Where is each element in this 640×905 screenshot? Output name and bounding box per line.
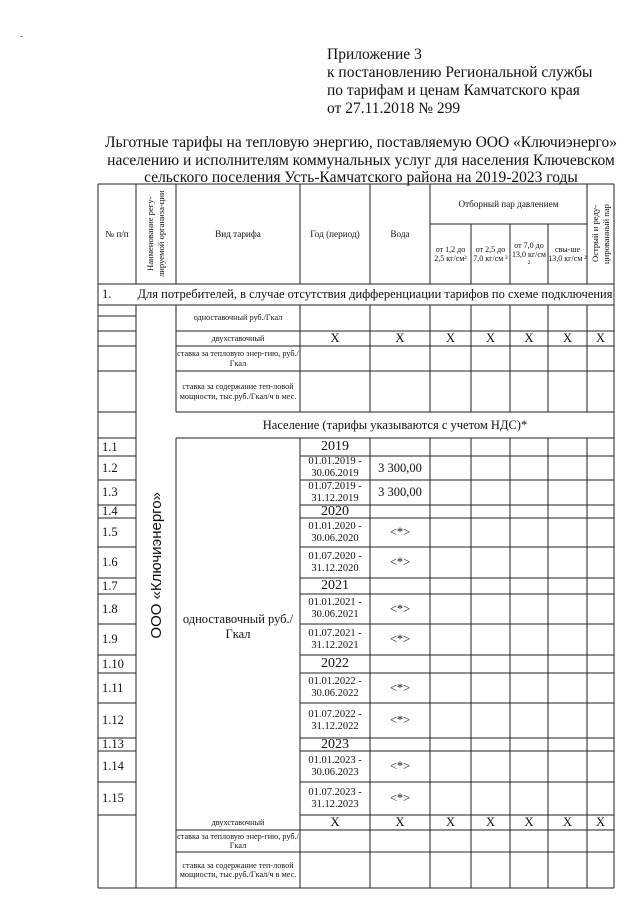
row-num: 1.4 [102,505,118,518]
row-water: 3 300,00 [378,460,422,475]
header-steam-3: от 7,0 до 13,0 кг/см ² [511,240,546,268]
appendix-line: Приложение 3 [327,46,422,63]
header-reduced [587,184,614,284]
row-water: <*> [389,713,411,727]
org-name-label: ООО «Ключиэнерго» [147,492,165,639]
row-num: 1.11 [102,680,124,695]
x-mark-a: X [485,331,496,345]
row-water: 3 300,00 [378,485,422,499]
title-line: населению и исполнителям коммунальных услуг для населения Ключевском [107,151,615,169]
x-mark-a: X [445,331,456,345]
row-num: 1.9 [102,632,118,646]
row-a-two-part: двухставочный [211,333,265,343]
appendix-line: к постановлению Региональной службы [327,64,593,81]
row-water: <*> [389,680,411,695]
row-b-two-part: двухставочный [211,817,265,827]
row-period: 2023 [321,738,349,751]
x-mark-b: X [595,815,606,829]
row-period: 2022 [321,656,349,671]
row-period: 01.01.2019 - 30.06.2019 [308,456,362,479]
row-a-heat-rate: ставка за тепловую энер-гию, руб./Гкал [177,349,299,368]
row-period: 01.01.2021 - 30.06.2021 [308,597,362,620]
row-period: 01.07.2019 - 31.12.2019 [308,480,362,504]
title-line: Льготные тарифы на тепловую энергию, поставляемую ООО «Ключиэнерго» [104,134,618,151]
row-water [370,738,430,751]
row-water: <*> [389,601,411,616]
header-org-label: Наименование регу-лируемой организа-ции [145,190,166,278]
row-period: 2021 [321,578,349,593]
row-num: 1.12 [102,713,124,727]
row-num: 1.14 [102,759,124,773]
x-mark-b: X [485,815,496,829]
row-period: 01.07.2020 - 31.12.2020 [308,550,362,574]
x-mark-b: X [395,815,405,829]
row-water [370,578,430,594]
row-num: 1.5 [102,525,118,539]
header-steam-1: от 1,2 до 2,5 кг/см² [434,245,467,263]
row-num: 1.6 [102,555,118,569]
row-water: <*> [389,791,411,805]
section-title: Для потребителей, в случае отсутствия дифференциации тарифов по схеме подключения [137,287,613,301]
x-mark-a: X [395,331,405,345]
x-mark-a: X [595,331,606,345]
row-num: 1.7 [102,578,118,593]
row-b-capacity-rate: ставка за содержание теп-ловой мощности, тыс.руб./Гкал/ч в мес. [179,860,297,879]
row-water [370,655,430,673]
row-period: 2020 [321,505,349,518]
row-period: 01.01.2022 - 30.06.2022 [308,676,362,699]
appendix-line: от 27.11.2018 № 299 [327,100,461,117]
row-water: <*> [389,759,411,773]
row-num: 1.8 [102,601,118,616]
header-tariff-type: Вид тарифа [215,228,261,239]
header-steam-4: свы-ше 13,0 кг/см ² [548,245,587,263]
row-water [370,438,430,456]
header-period: Год (период) [310,228,360,239]
x-mark-a: X [330,331,340,345]
x-mark-a: X [562,331,573,345]
population-title: Население (тарифы указываются с учетом НДС)* [262,417,528,432]
row-period: 01.01.2023 - 30.06.2023 [308,754,362,778]
row-b-heat-rate: ставка за тепловую энер-гию, руб./Гкал [177,831,299,850]
row-num: 1.3 [102,485,118,499]
appendix-line: по тарифам и ценам Камчатского края [327,82,580,99]
row-num: 1.13 [102,738,124,751]
header-water: Вода [390,228,410,239]
row-num: 1.1 [102,439,118,454]
x-mark-b: X [562,815,573,829]
row-water: <*> [389,632,411,646]
header-num: № п/п [105,228,129,239]
x-mark-b: X [445,815,456,829]
row-num: 1.10 [102,656,124,671]
row-period: 01.01.2020 - 30.06.2020 [308,520,362,544]
org-name [136,316,176,815]
x-mark-b: X [330,815,340,829]
header-reduced-label: Острый и реду-цированный пар [589,204,611,264]
row-water: <*> [389,555,411,569]
row-period: 01.07.2023 - 31.12.2023 [308,786,362,810]
x-mark-a: X [524,331,534,345]
row-num: 1.2 [102,460,118,475]
row-a-one-part: одноставочный руб./Гкал [193,313,283,323]
row-water: <*> [389,525,411,539]
header-org [136,184,176,284]
row-period: 2019 [321,439,349,454]
header-steam-2: от 2,5 до 7,0 кг/см ² [473,245,508,263]
header-steam-group: Отборный пар давлением [458,198,559,209]
one-part-label: одноставочный руб./Гкал [182,611,294,641]
row-water [370,505,430,518]
row-period: 01.07.2022 - 31.12.2022 [308,708,362,732]
title-line: сельского поселения Усть-Камчатского района на 2019-2023 годы [144,169,578,186]
section-num: 1. [102,287,112,301]
row-period: 01.07.2021 - 31.12.2021 [308,627,362,651]
row-num: 1.15 [102,791,124,805]
x-mark-b: X [524,815,534,829]
row-a-capacity-rate: ставка за содержание теп-ловой мощности, тыс.руб./Гкал/ч в мес. [179,382,297,401]
